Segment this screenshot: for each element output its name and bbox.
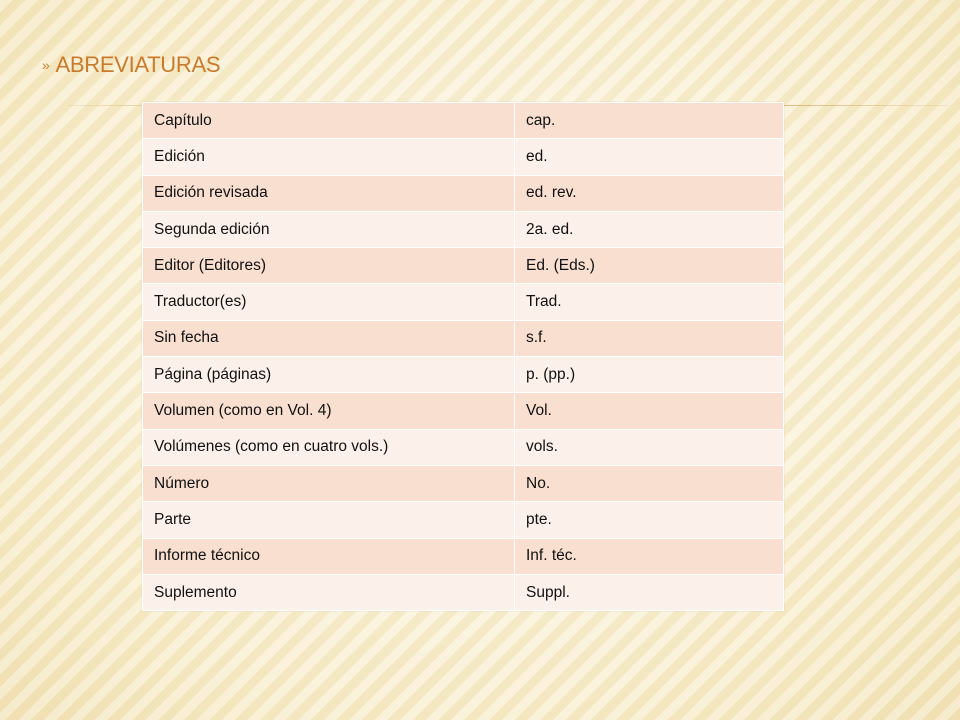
table-row	[143, 103, 784, 139]
table-row	[143, 139, 784, 175]
term-cell: Número	[143, 465, 515, 501]
slide-title	[42, 52, 220, 78]
term-cell: Editor (Editores)	[143, 248, 515, 284]
table-row	[143, 538, 784, 574]
abbreviation-cell: Ed. (Eds.)	[515, 248, 784, 284]
abbreviation-cell: Inf. téc.	[515, 538, 784, 574]
abbreviation-cell: pte.	[515, 502, 784, 538]
term-cell: Sin fecha	[143, 320, 515, 356]
abbreviation-cell: p. (pp.)	[515, 357, 784, 393]
term-cell: Suplemento	[143, 574, 515, 610]
abbreviation-cell: Suppl.	[515, 574, 784, 610]
table-row	[143, 465, 784, 501]
term-cell: Volumen (como en Vol. 4)	[143, 393, 515, 429]
table-row	[143, 320, 784, 356]
abbreviation-cell: ed. rev.	[515, 175, 784, 211]
abbreviations-table	[142, 102, 784, 611]
abbreviation-cell: cap.	[515, 103, 784, 139]
term-cell: Informe técnico	[143, 538, 515, 574]
abbreviation-cell: s.f.	[515, 320, 784, 356]
abbreviation-cell: Trad.	[515, 284, 784, 320]
table-row	[143, 429, 784, 465]
term-cell: Volúmenes (como en cuatro vols.)	[143, 429, 515, 465]
term-cell: Traductor(es)	[143, 284, 515, 320]
abbreviation-cell: Vol.	[515, 393, 784, 429]
abbreviation-cell: vols.	[515, 429, 784, 465]
term-cell: Capítulo	[143, 103, 515, 139]
slide-title-text: ABREVIATURAS	[55, 52, 221, 77]
term-cell: Segunda edición	[143, 211, 515, 247]
table-row	[143, 502, 784, 538]
title-bullet: »	[42, 57, 50, 73]
abbreviation-cell: 2a. ed.	[515, 211, 784, 247]
abbreviation-cell: ed.	[515, 139, 784, 175]
table-row	[143, 175, 784, 211]
table-row	[143, 248, 784, 284]
term-cell: Edición revisada	[143, 175, 515, 211]
table-row	[143, 357, 784, 393]
abbreviation-cell: No.	[515, 465, 784, 501]
table-row	[143, 284, 784, 320]
table-row	[143, 211, 784, 247]
term-cell: Edición	[143, 139, 515, 175]
table-row	[143, 574, 784, 610]
term-cell: Parte	[143, 502, 515, 538]
table-row	[143, 393, 784, 429]
term-cell: Página (páginas)	[143, 357, 515, 393]
